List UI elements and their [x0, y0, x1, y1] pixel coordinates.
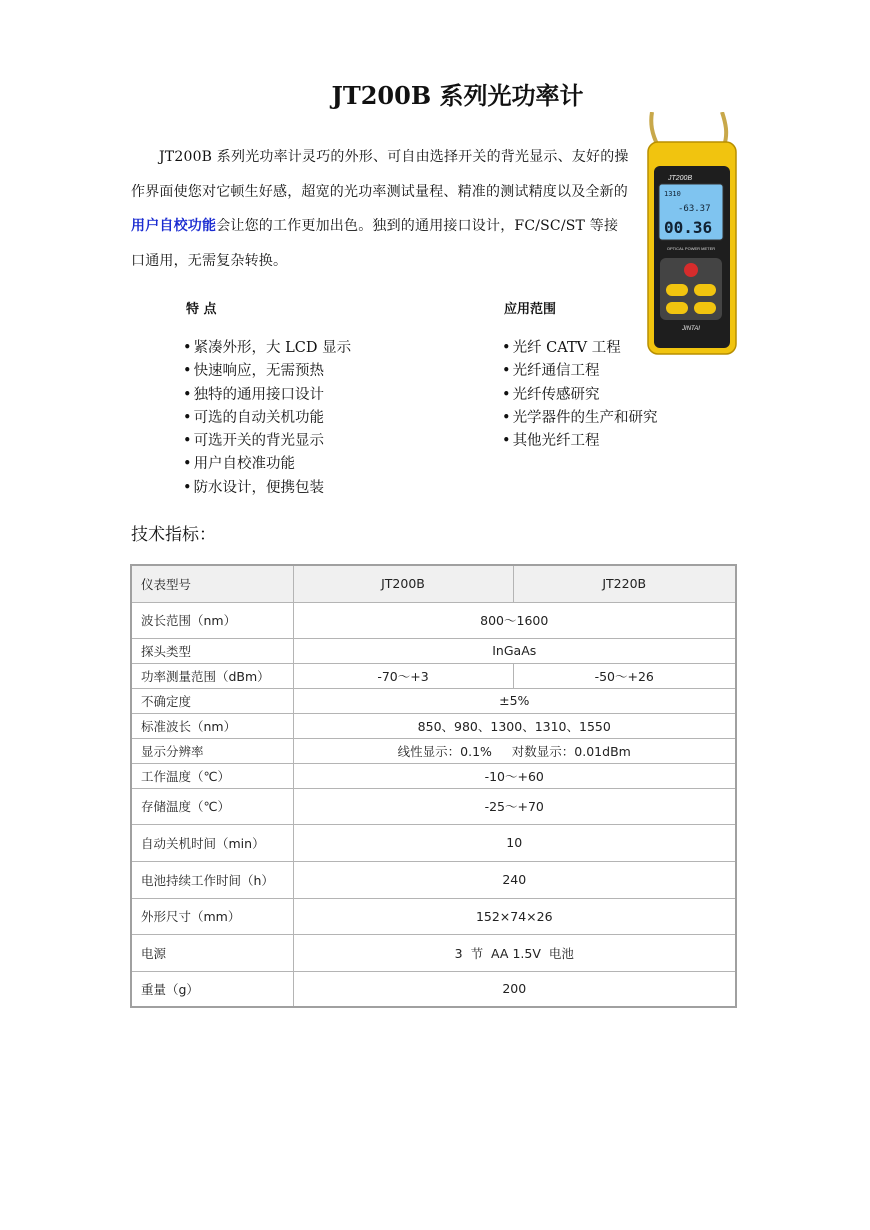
- power-meter-image: [642, 112, 740, 356]
- cell-label: 自动关机时间（min）: [131, 824, 293, 861]
- cell-value: 152×74×26: [293, 898, 736, 934]
- feature-item: • 防水设计，便携包装: [183, 477, 351, 500]
- features-list: [183, 337, 351, 500]
- feature-item: • 快速响应，无需预热: [183, 360, 351, 383]
- cell-value-b: -50～+26: [513, 663, 736, 688]
- feature-item: • 紧凑外形，大 LCD 显示: [183, 337, 351, 360]
- specs-title: 技术指标：: [131, 525, 216, 545]
- intro-text-2: 会让您的工作更加出色。独到的通用接口设计，FC/SC/ST 等接口通用，无需复杂转换。: [131, 218, 619, 269]
- cell-model-a: JT200B: [293, 565, 513, 602]
- table-row: [131, 713, 736, 738]
- table-row: [131, 788, 736, 824]
- device-model-text: JT200B: [668, 175, 693, 182]
- cell-label: 电源: [131, 934, 293, 971]
- cell-label: 电池持续工作时间（h）: [131, 861, 293, 898]
- cell-value: 3 节 AA 1.5V 电池: [293, 934, 736, 971]
- table-row: [131, 688, 736, 713]
- cell-value: -25～+70: [293, 788, 736, 824]
- lcd-main-value: 00.36: [664, 218, 713, 237]
- power-button[interactable]: [684, 263, 698, 277]
- cell-value: 10: [293, 824, 736, 861]
- cell-model-b: JT220B: [513, 565, 736, 602]
- device-brand-text: JINTAI: [682, 326, 700, 332]
- lcd-wavelength: 1310: [664, 190, 681, 198]
- cell-value-a: -70～+3: [293, 663, 513, 688]
- application-item: • 光纤通信工程: [502, 360, 658, 383]
- cell-value: 200: [293, 971, 736, 1007]
- cell-label: 仪表型号: [131, 565, 293, 602]
- cell-label: 功率测量范围（dBm）: [131, 663, 293, 688]
- cell-label: 标准波长（nm）: [131, 713, 293, 738]
- applications-list: [502, 337, 658, 453]
- application-item: • 光学器件的生产和研究: [502, 407, 658, 430]
- table-row: [131, 602, 736, 638]
- device-label-text: OPTICAL POWER METER: [666, 246, 716, 251]
- feature-item: • 独特的通用接口设计: [183, 384, 351, 407]
- cell-value: ±5%: [293, 688, 736, 713]
- lcd-dbm: -63.37: [678, 204, 711, 214]
- key-left[interactable]: [666, 284, 688, 296]
- cell-label: 存储温度（℃）: [131, 788, 293, 824]
- table-row: [131, 763, 736, 788]
- resolution-linear: 线性显示：0.1%: [397, 743, 492, 759]
- intro-text-1: JT200B 系列光功率计灵巧的外形、可自由选择开关的背光显示、友好的操作界面使您对它顿生好感，超宽的光功率测试量程、精准的测试精度以及全新的: [131, 149, 629, 200]
- table-row: [131, 861, 736, 898]
- cell-value: -10～+60: [293, 763, 736, 788]
- key-down-right[interactable]: [694, 302, 716, 314]
- feature-item: • 可选的自动关机功能: [183, 407, 351, 430]
- page-title: JT200B 系列光功率计: [331, 81, 584, 110]
- table-header-row: [131, 565, 736, 602]
- features-heading: 特 点: [186, 302, 217, 317]
- cell-label: 重量（g）: [131, 971, 293, 1007]
- resolution-log: 对数显示：0.01dBm: [511, 743, 631, 759]
- table-row: [131, 971, 736, 1007]
- cell-value: 240: [293, 861, 736, 898]
- feature-item: • 可选开关的背光显示: [183, 430, 351, 453]
- table-row: [131, 738, 736, 763]
- table-row: [131, 898, 736, 934]
- specs-table: [130, 564, 737, 1008]
- cell-label: 不确定度: [131, 688, 293, 713]
- cell-value: [293, 738, 736, 763]
- cell-value: InGaAs: [293, 638, 736, 663]
- cell-label: 外形尺寸（mm）: [131, 898, 293, 934]
- cell-label: 显示分辨率: [131, 738, 293, 763]
- intro-highlight: 用户自校功能: [131, 218, 217, 234]
- application-item: • 光纤 CATV 工程: [502, 337, 658, 360]
- cell-label: 波长范围（nm）: [131, 602, 293, 638]
- cell-label: 探头类型: [131, 638, 293, 663]
- applications-heading: 应用范围: [504, 302, 557, 317]
- cell-label: 工作温度（℃）: [131, 763, 293, 788]
- table-row: [131, 824, 736, 861]
- cell-value: 850、980、1300、1310、1550: [293, 713, 736, 738]
- key-right[interactable]: [694, 284, 716, 296]
- table-row: [131, 638, 736, 663]
- intro-paragraph: [131, 140, 631, 278]
- cell-value: 800～1600: [293, 602, 736, 638]
- feature-item: • 用户自校准功能: [183, 453, 351, 476]
- application-item: • 光纤传感研究: [502, 384, 658, 407]
- table-row: [131, 934, 736, 971]
- table-row: [131, 663, 736, 688]
- application-item: • 其他光纤工程: [502, 430, 658, 453]
- key-down-left[interactable]: [666, 302, 688, 314]
